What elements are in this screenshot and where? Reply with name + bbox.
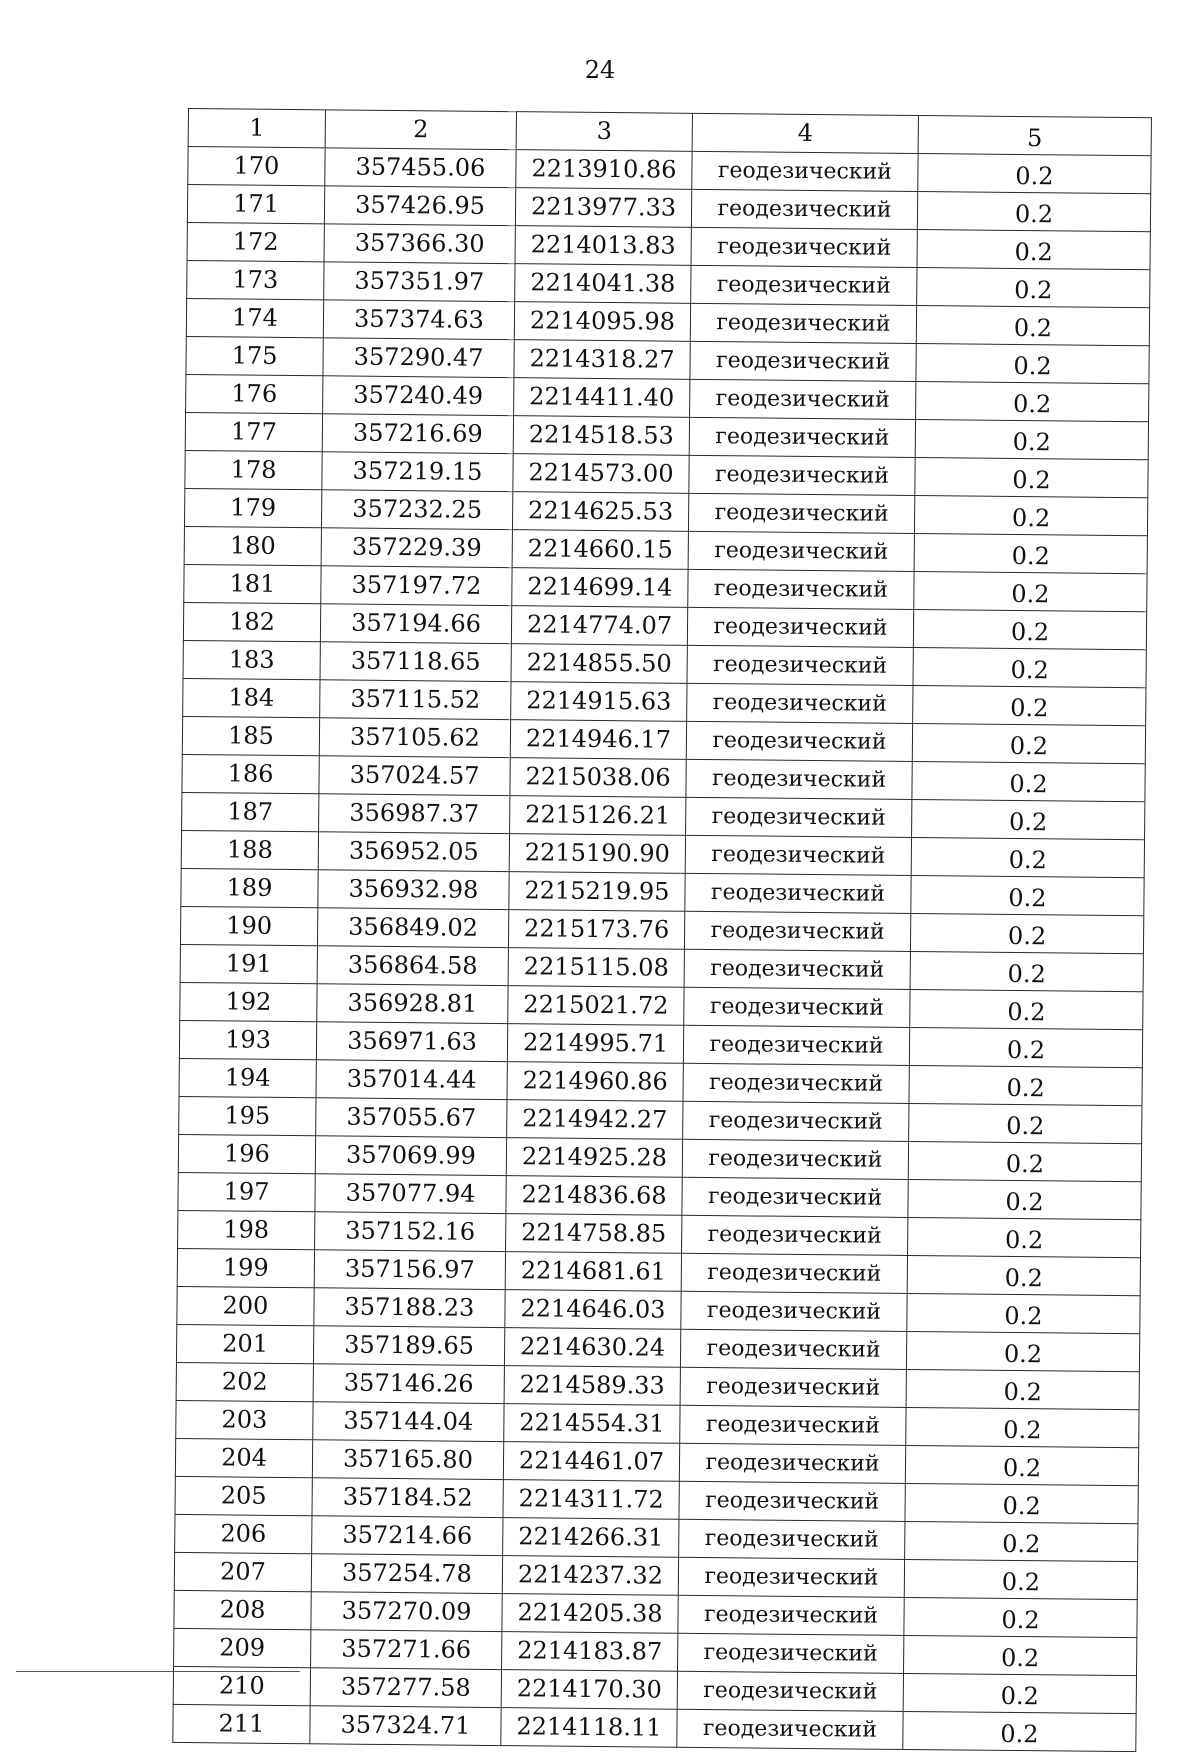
accuracy-cell: 0.2 xyxy=(913,685,1146,725)
point-number-cell: 203 xyxy=(176,1400,313,1439)
y-coordinate-cell: 2214699.14 xyxy=(512,568,688,608)
x-coordinate-cell: 357324.71 xyxy=(310,1706,501,1746)
x-coordinate-cell: 357069.99 xyxy=(315,1136,506,1176)
x-coordinate-cell: 357105.62 xyxy=(319,718,510,758)
accuracy-cell: 0.2 xyxy=(903,1711,1136,1751)
y-coordinate-cell: 2215173.76 xyxy=(508,910,684,950)
accuracy-cell: 0.2 xyxy=(910,989,1143,1029)
point-number-cell: 200 xyxy=(177,1286,314,1325)
point-number-cell: 191 xyxy=(180,944,317,983)
y-coordinate-cell: 2214266.31 xyxy=(503,1518,679,1558)
x-coordinate-cell: 357055.67 xyxy=(316,1098,507,1138)
x-coordinate-cell: 357229.39 xyxy=(321,528,512,568)
method-cell: геодезический xyxy=(688,531,914,571)
method-cell: геодезический xyxy=(691,227,917,267)
point-number-cell: 180 xyxy=(184,526,321,565)
y-coordinate-cell: 2214915.63 xyxy=(511,682,687,722)
point-number-cell: 186 xyxy=(182,754,319,793)
y-coordinate-cell: 2214630.24 xyxy=(504,1328,680,1368)
point-number-cell: 188 xyxy=(181,830,318,869)
method-cell: геодезический xyxy=(684,987,910,1027)
y-coordinate-cell: 2215126.21 xyxy=(510,796,686,836)
method-cell: геодезический xyxy=(678,1633,904,1673)
header-cell: 4 xyxy=(692,113,918,153)
y-coordinate-cell: 2214183.87 xyxy=(502,1632,678,1672)
method-cell: геодезический xyxy=(683,1101,909,1141)
method-cell: геодезический xyxy=(685,873,911,913)
point-number-cell: 175 xyxy=(186,336,323,375)
method-cell: геодезический xyxy=(681,1253,907,1293)
x-coordinate-cell: 357146.26 xyxy=(313,1364,504,1404)
point-number-cell: 177 xyxy=(185,412,322,451)
y-coordinate-cell: 2214836.68 xyxy=(506,1176,682,1216)
point-number-cell: 182 xyxy=(183,602,320,641)
method-cell: геодезический xyxy=(687,683,913,723)
point-number-cell: 195 xyxy=(179,1096,316,1135)
x-coordinate-cell: 356928.81 xyxy=(317,984,508,1024)
x-coordinate-cell: 357455.06 xyxy=(325,148,516,188)
y-coordinate-cell: 2214518.53 xyxy=(513,416,689,456)
x-coordinate-cell: 356864.58 xyxy=(317,946,508,986)
point-number-cell: 193 xyxy=(179,1020,316,1059)
accuracy-cell: 0.2 xyxy=(911,837,1144,877)
method-cell: геодезический xyxy=(680,1405,906,1445)
x-coordinate-cell: 357197.72 xyxy=(321,566,512,606)
method-cell: геодезический xyxy=(686,721,912,761)
y-coordinate-cell: 2214237.32 xyxy=(502,1556,678,1596)
y-coordinate-cell: 2214925.28 xyxy=(506,1138,682,1178)
header-cell: 3 xyxy=(516,112,692,152)
x-coordinate-cell: 357277.58 xyxy=(310,1668,501,1708)
x-coordinate-cell: 356971.63 xyxy=(316,1022,507,1062)
y-coordinate-cell: 2214411.40 xyxy=(514,378,690,418)
method-cell: геодезический xyxy=(686,797,912,837)
accuracy-cell: 0.2 xyxy=(917,230,1150,270)
method-cell: геодезический xyxy=(691,265,917,305)
point-number-cell: 170 xyxy=(188,147,325,186)
point-number-cell: 206 xyxy=(175,1514,312,1553)
y-coordinate-cell: 2215038.06 xyxy=(510,758,686,798)
y-coordinate-cell: 2214995.71 xyxy=(507,1024,683,1064)
x-coordinate-cell: 357216.69 xyxy=(322,414,513,454)
x-coordinate-cell: 357426.95 xyxy=(324,186,515,226)
x-coordinate-cell: 357188.23 xyxy=(314,1288,505,1328)
accuracy-cell: 0.2 xyxy=(914,571,1147,611)
method-cell: геодезический xyxy=(690,303,916,343)
y-coordinate-cell: 2215115.08 xyxy=(508,948,684,988)
method-cell: геодезический xyxy=(684,949,910,989)
x-coordinate-cell: 357194.66 xyxy=(320,604,511,644)
point-number-cell: 174 xyxy=(186,298,323,337)
point-number-cell: 173 xyxy=(187,260,324,299)
method-cell: геодезический xyxy=(678,1595,904,1635)
point-number-cell: 197 xyxy=(178,1172,315,1211)
accuracy-cell: 0.2 xyxy=(913,647,1146,687)
y-coordinate-cell: 2214855.50 xyxy=(511,644,687,684)
accuracy-cell: 0.2 xyxy=(904,1635,1137,1675)
y-coordinate-cell: 2214205.38 xyxy=(502,1594,678,1634)
accuracy-cell: 0.2 xyxy=(908,1141,1141,1181)
point-number-cell: 184 xyxy=(183,678,320,717)
x-coordinate-cell: 357024.57 xyxy=(319,756,510,796)
method-cell: геодезический xyxy=(680,1367,906,1407)
x-coordinate-cell: 357219.15 xyxy=(322,452,513,492)
y-coordinate-cell: 2214946.17 xyxy=(510,720,686,760)
x-coordinate-cell: 357240.49 xyxy=(323,376,514,416)
point-number-cell: 198 xyxy=(178,1210,315,1249)
method-cell: геодезический xyxy=(689,417,915,457)
accuracy-cell: 0.2 xyxy=(911,875,1144,915)
header-cell: 1 xyxy=(188,109,325,148)
x-coordinate-cell: 357232.25 xyxy=(321,490,512,530)
method-cell: геодезический xyxy=(679,1481,905,1521)
x-coordinate-cell: 357156.97 xyxy=(314,1250,505,1290)
accuracy-cell: 0.2 xyxy=(914,533,1147,573)
method-cell: геодезический xyxy=(682,1177,908,1217)
accuracy-cell: 0.2 xyxy=(910,913,1143,953)
point-number-cell: 192 xyxy=(180,982,317,1021)
point-number-cell: 172 xyxy=(187,222,324,261)
y-coordinate-cell: 2213977.33 xyxy=(515,188,691,228)
y-coordinate-cell: 2214589.33 xyxy=(504,1366,680,1406)
x-coordinate-cell: 357165.80 xyxy=(312,1440,503,1480)
accuracy-cell: 0.2 xyxy=(906,1369,1139,1409)
method-cell: геодезический xyxy=(686,759,912,799)
y-coordinate-cell: 2214041.38 xyxy=(515,264,691,304)
method-cell: геодезический xyxy=(690,379,916,419)
y-coordinate-cell: 2214960.86 xyxy=(507,1062,683,1102)
accuracy-cell: 0.2 xyxy=(916,306,1149,346)
method-cell: геодезический xyxy=(687,607,913,647)
method-cell: геодезический xyxy=(688,493,914,533)
y-coordinate-cell: 2214774.07 xyxy=(511,606,687,646)
point-number-cell: 207 xyxy=(174,1552,311,1591)
point-number-cell: 210 xyxy=(173,1666,310,1705)
y-coordinate-cell: 2214758.85 xyxy=(506,1214,682,1254)
y-coordinate-cell: 2214013.83 xyxy=(515,226,691,266)
method-cell: геодезический xyxy=(687,645,913,685)
method-cell: геодезический xyxy=(682,1215,908,1255)
x-coordinate-cell: 357014.44 xyxy=(316,1060,507,1100)
method-cell: геодезический xyxy=(691,189,917,229)
y-coordinate-cell: 2213910.86 xyxy=(516,150,692,190)
accuracy-cell: 0.2 xyxy=(914,495,1147,535)
accuracy-cell: 0.2 xyxy=(909,1065,1142,1105)
point-number-cell: 196 xyxy=(178,1134,315,1173)
x-coordinate-cell: 357077.94 xyxy=(315,1174,506,1214)
method-cell: геодезический xyxy=(690,341,916,381)
method-cell: геодезический xyxy=(685,835,911,875)
accuracy-cell: 0.2 xyxy=(912,723,1145,763)
x-coordinate-cell: 357184.52 xyxy=(312,1478,503,1518)
method-cell: геодезический xyxy=(679,1443,905,1483)
y-coordinate-cell: 2214318.27 xyxy=(514,340,690,380)
x-coordinate-cell: 357254.78 xyxy=(311,1554,502,1594)
x-coordinate-cell: 357118.65 xyxy=(320,642,511,682)
y-coordinate-cell: 2214461.07 xyxy=(503,1442,679,1482)
method-cell: геодезический xyxy=(680,1329,906,1369)
accuracy-cell: 0.2 xyxy=(915,419,1148,459)
method-cell: геодезический xyxy=(683,1063,909,1103)
accuracy-cell: 0.2 xyxy=(910,951,1143,991)
y-coordinate-cell: 2214311.72 xyxy=(503,1480,679,1520)
accuracy-cell: 0.2 xyxy=(905,1521,1138,1561)
point-number-cell: 201 xyxy=(176,1324,313,1363)
y-coordinate-cell: 2214118.11 xyxy=(501,1708,677,1748)
point-number-cell: 208 xyxy=(174,1590,311,1629)
method-cell: геодезический xyxy=(677,1709,903,1749)
method-cell: геодезический xyxy=(688,569,914,609)
point-number-cell: 189 xyxy=(181,868,318,907)
x-coordinate-cell: 356932.98 xyxy=(318,870,509,910)
accuracy-cell: 0.2 xyxy=(903,1673,1136,1713)
method-cell: геодезический xyxy=(682,1139,908,1179)
x-coordinate-cell: 357152.16 xyxy=(315,1212,506,1252)
point-number-cell: 211 xyxy=(173,1704,310,1743)
accuracy-cell: 0.2 xyxy=(909,1027,1142,1067)
y-coordinate-cell: 2215219.95 xyxy=(509,872,685,912)
point-number-cell: 202 xyxy=(176,1362,313,1401)
coordinates-table xyxy=(172,108,1152,1752)
y-coordinate-cell: 2214573.00 xyxy=(513,454,689,494)
method-cell: геодезический xyxy=(683,1025,909,1065)
x-coordinate-cell: 357115.52 xyxy=(320,680,511,720)
y-coordinate-cell: 2214095.98 xyxy=(514,302,690,342)
accuracy-cell: 0.2 xyxy=(909,1103,1142,1143)
x-coordinate-cell: 357366.30 xyxy=(324,224,515,264)
y-coordinate-cell: 2214170.30 xyxy=(501,1670,677,1710)
point-number-cell: 190 xyxy=(180,906,317,945)
y-coordinate-cell: 2214681.61 xyxy=(505,1252,681,1292)
accuracy-cell: 0.2 xyxy=(906,1331,1139,1371)
point-number-cell: 171 xyxy=(187,185,324,224)
accuracy-cell: 0.2 xyxy=(905,1483,1138,1523)
method-cell: геодезический xyxy=(684,911,910,951)
accuracy-cell: 0.2 xyxy=(913,609,1146,649)
x-coordinate-cell: 357351.97 xyxy=(324,262,515,302)
header-cell: 2 xyxy=(325,110,516,150)
accuracy-cell: 0.2 xyxy=(908,1179,1141,1219)
point-number-cell: 183 xyxy=(183,640,320,679)
y-coordinate-cell: 2214554.31 xyxy=(504,1404,680,1444)
header-cell: 5 xyxy=(918,116,1151,156)
point-number-cell: 194 xyxy=(179,1058,316,1097)
point-number-cell: 187 xyxy=(182,792,319,831)
method-cell: геодезический xyxy=(677,1671,903,1711)
accuracy-cell: 0.2 xyxy=(907,1293,1140,1333)
method-cell: геодезический xyxy=(679,1519,905,1559)
accuracy-cell: 0.2 xyxy=(916,381,1149,421)
point-number-cell: 209 xyxy=(174,1628,311,1667)
x-coordinate-cell: 356849.02 xyxy=(317,908,508,948)
point-number-cell: 199 xyxy=(177,1248,314,1287)
table-body xyxy=(173,109,1152,1752)
method-cell: геодезический xyxy=(681,1291,907,1331)
accuracy-cell: 0.2 xyxy=(912,799,1145,839)
table-row xyxy=(173,1704,1136,1751)
y-coordinate-cell: 2214942.27 xyxy=(507,1100,683,1140)
footnote-rule xyxy=(16,1671,300,1672)
x-coordinate-cell: 357189.65 xyxy=(313,1326,504,1366)
accuracy-cell: 0.2 xyxy=(908,1217,1141,1257)
y-coordinate-cell: 2215190.90 xyxy=(509,834,685,874)
accuracy-cell: 0.2 xyxy=(905,1445,1138,1485)
y-coordinate-cell: 2214625.53 xyxy=(512,492,688,532)
accuracy-cell: 0.2 xyxy=(917,268,1150,308)
method-cell: геодезический xyxy=(678,1557,904,1597)
point-number-cell: 178 xyxy=(185,450,322,489)
y-coordinate-cell: 2214660.15 xyxy=(512,530,688,570)
accuracy-cell: 0.2 xyxy=(907,1255,1140,1295)
point-number-cell: 205 xyxy=(175,1476,312,1515)
method-cell: геодезический xyxy=(692,151,918,191)
point-number-cell: 179 xyxy=(184,488,321,527)
coordinates-table-container xyxy=(172,108,1146,1752)
point-number-cell: 181 xyxy=(184,564,321,603)
point-number-cell: 185 xyxy=(182,716,319,755)
page-number: 24 xyxy=(584,56,616,84)
accuracy-cell: 0.2 xyxy=(904,1597,1137,1637)
point-number-cell: 176 xyxy=(186,374,323,413)
x-coordinate-cell: 357144.04 xyxy=(313,1402,504,1442)
accuracy-cell: 0.2 xyxy=(906,1407,1139,1447)
y-coordinate-cell: 2215021.72 xyxy=(508,986,684,1026)
x-coordinate-cell: 357290.47 xyxy=(323,338,514,378)
accuracy-cell: 0.2 xyxy=(912,761,1145,801)
x-coordinate-cell: 357270.09 xyxy=(311,1592,502,1632)
accuracy-cell: 0.2 xyxy=(917,192,1150,232)
method-cell: геодезический xyxy=(689,455,915,495)
y-coordinate-cell: 2214646.03 xyxy=(505,1290,681,1330)
x-coordinate-cell: 356952.05 xyxy=(318,832,509,872)
x-coordinate-cell: 357374.63 xyxy=(323,300,514,340)
accuracy-cell: 0.2 xyxy=(918,154,1151,194)
accuracy-cell: 0.2 xyxy=(915,457,1148,497)
x-coordinate-cell: 357271.66 xyxy=(311,1630,502,1670)
accuracy-cell: 0.2 xyxy=(904,1559,1137,1599)
point-number-cell: 204 xyxy=(175,1438,312,1477)
accuracy-cell: 0.2 xyxy=(916,344,1149,384)
x-coordinate-cell: 356987.37 xyxy=(319,794,510,834)
x-coordinate-cell: 357214.66 xyxy=(312,1516,503,1556)
